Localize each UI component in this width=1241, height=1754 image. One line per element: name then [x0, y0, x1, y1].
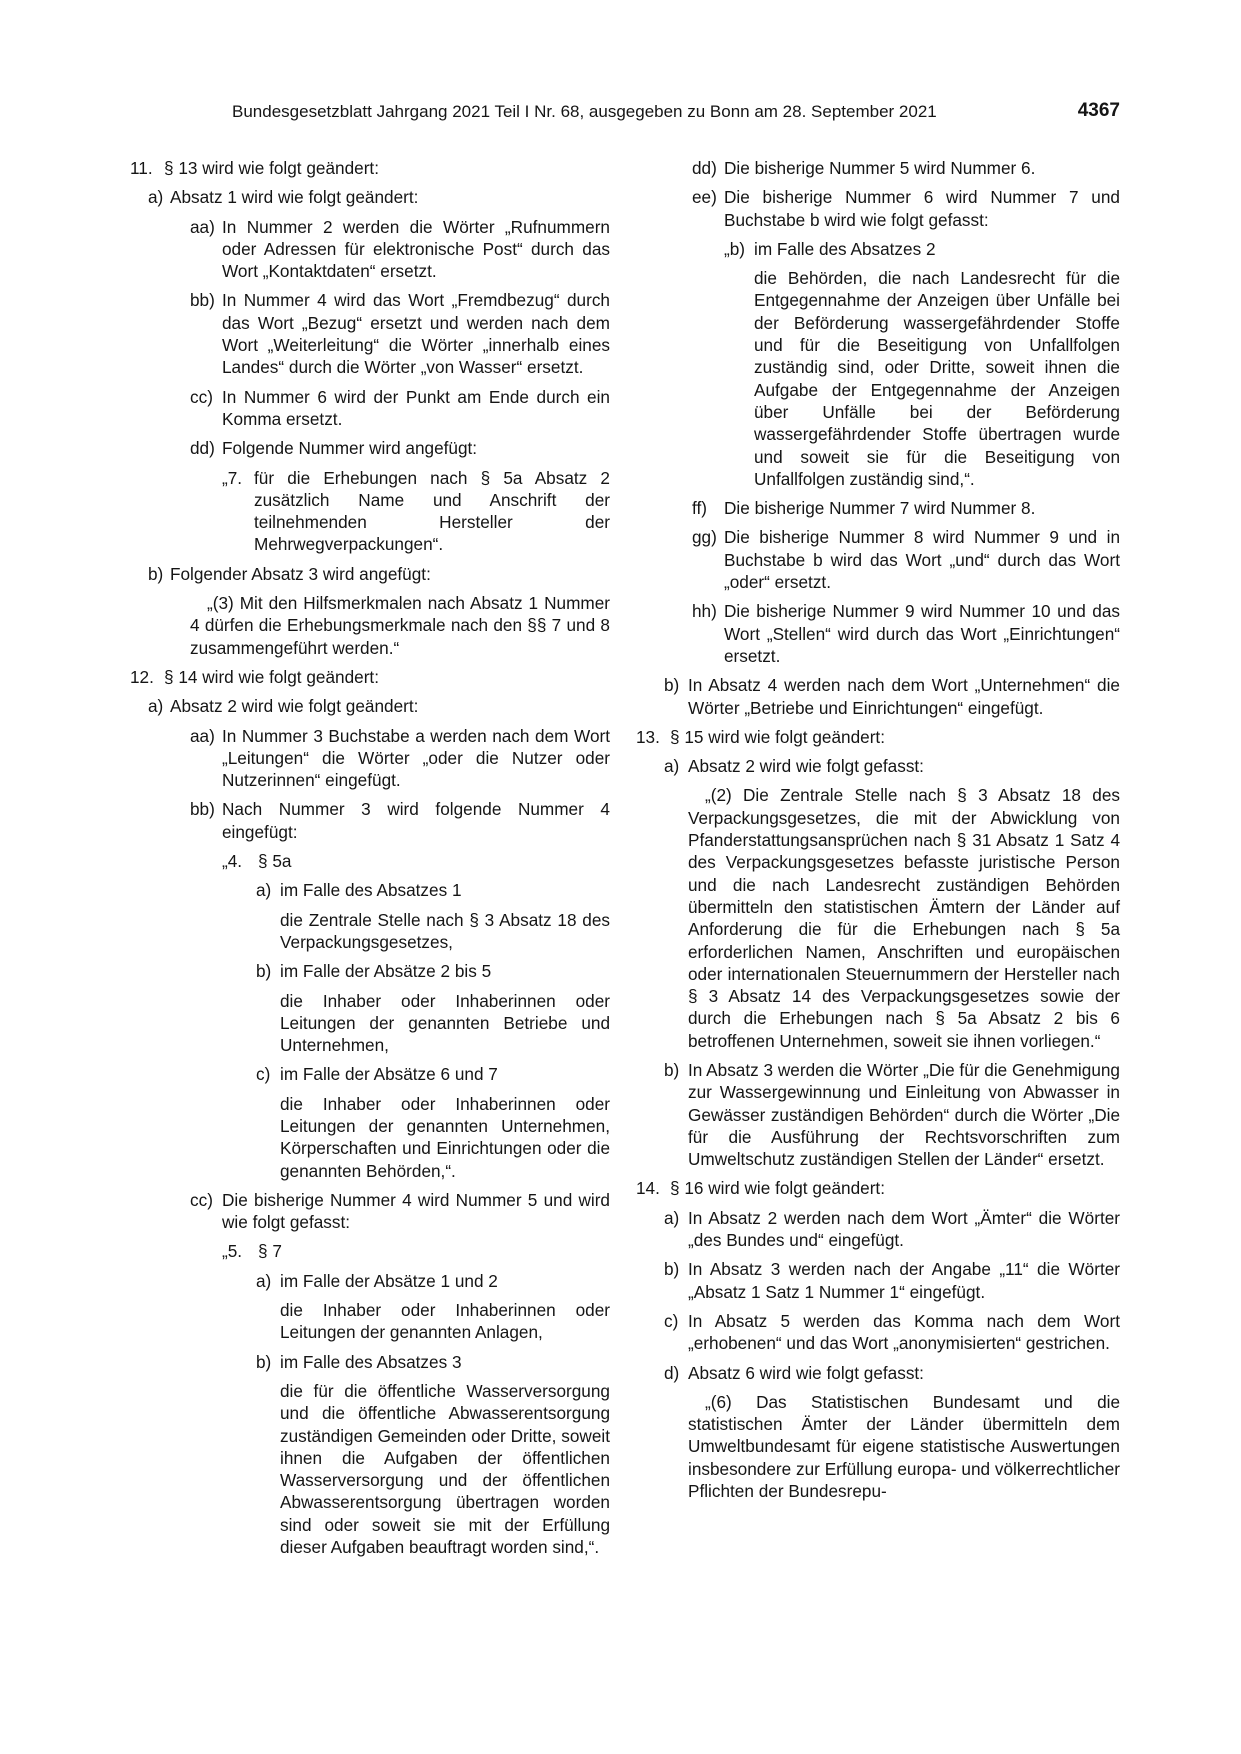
- list-item: [636, 497, 1120, 519]
- quoted-paragraph: die Inhaber oder Inhaberinnen oder Leitungen der genannten Anlagen,: [280, 1300, 610, 1343]
- item-text: Absatz 2 wird wie folgt gefasst:: [688, 756, 924, 777]
- item-number: a): [256, 880, 272, 901]
- item-number: bb): [190, 799, 215, 820]
- list-item: [636, 600, 1120, 667]
- item-text: In Absatz 4 werden nach dem Wort „Unternehmen“ die Wörter „Betriebe und Einrichtungen“ eingefügt.: [688, 675, 1120, 718]
- list-item: [636, 157, 1120, 179]
- quoted-heading: [130, 1240, 610, 1262]
- item-number: a): [664, 1207, 680, 1228]
- item-text: Absatz 1 wird wie folgt geändert:: [170, 187, 419, 208]
- item-text: In Absatz 5 werden das Komma nach dem Wort „erhobenen“ und das Wort „anonymisierten“ gestrichen.: [688, 1310, 1120, 1354]
- item-number: dd): [692, 158, 717, 178]
- list-item: [130, 216, 610, 283]
- item-text: Folgende Nummer wird angefügt:: [222, 438, 478, 459]
- item-text: Die bisherige Nummer 9 wird Nummer 10 und das Wort „Stellen“ wird durch das Wort „Einrichtungen“ ersetzt.: [724, 601, 1120, 666]
- item-number: a): [664, 756, 680, 777]
- item-number: 11.: [130, 158, 153, 178]
- item-text: § 13 wird wie folgt geändert:: [164, 158, 379, 178]
- item-text: im Falle des Absatzes 2: [754, 238, 936, 259]
- list-item: [130, 695, 610, 717]
- item-number: b): [148, 563, 164, 584]
- list-item: [130, 1189, 610, 1234]
- item-text: In Nummer 3 Buchstabe a werden nach dem Wort „Leitungen“ die Wörter „oder die Nutzer oder Nutzerinnen“ eingefügt.: [222, 725, 610, 791]
- quoted-subitem: [130, 960, 610, 982]
- item-text: Die bisherige Nummer 8 wird Nummer 9 und in Buchstabe b wird das Wort „und“ durch das Wort „oder“ ersetzt.: [724, 527, 1120, 593]
- item-text: im Falle des Absatzes 1: [280, 880, 462, 901]
- list-item: [130, 563, 610, 585]
- item-number: b): [664, 675, 680, 696]
- item-text: im Falle des Absatzes 3: [280, 1351, 462, 1372]
- item-text: In Absatz 3 werden nach der Angabe „11“ die Wörter „Absatz 1 Satz 1 Nummer 1“ eingefügt.: [688, 1259, 1120, 1302]
- quoted-subitem: [130, 1351, 610, 1373]
- header-title: Bundesgesetzblatt Jahrgang 2021 Teil I Nr. 68, ausgegeben zu Bonn am 28. September 2021: [232, 102, 937, 121]
- quoted-paragraph: die Inhaber oder Inhaberinnen oder Leitungen der genannten Unternehmen, Körperschaften und Einrichtungen oder die genannten Behörden,“.: [280, 1093, 610, 1181]
- item-text: § 5a: [258, 851, 292, 872]
- item-number: 13.: [636, 726, 660, 747]
- item-text: In Nummer 4 wird das Wort „Fremdbezug“ durch das Wort „Bezug“ ersetzt und werden nach dem Wort „Weiterleitung“ die Wörter „innerhalb eines Landes“ durch die Wörter „von Wasser“ ersetzt.: [222, 290, 610, 378]
- item-text: Die bisherige Nummer 7 wird Nummer 8.: [724, 498, 1036, 519]
- list-item: [130, 386, 610, 431]
- quoted-paragraph: die für die öffentliche Wasserversorgung und die öffentliche Abwasserentsorgung zuständigen Gemeinden oder Dritte, soweit ihnen die Aufgaben der öffentlichen Wasserversorgung und der öffentlichen Abwasserentsorgung übertragen worden sind oder soweit sie mit der Erfüllung dieser Aufgaben beauftragt worden sind,“.: [280, 1380, 610, 1558]
- quoted-paragraph: „(3) Mit den Hilfsmerkmalen nach Absatz 1 Nummer 4 dürfen die Erhebungsmerkmale nach den §§ 7 und 8 zusammengeführt werden.“: [190, 593, 610, 658]
- list-item: [636, 755, 1120, 777]
- quoted-paragraph: „(2) Die Zentrale Stelle nach § 3 Absatz 18 des Verpackungsgesetzes, die mit der Abwicklung von Pfanderstattungsansprüchen nach § 31 Absatz 1 Satz 4 des Verpackungsgesetzes befasste juristische Person und die nach Landesrecht zuständigen Behörden übermitteln den statistischen Ämtern der Länder auf Anforderung die für die Erhebungen nach § 5a erforderlichen Namen, Anschriften und europäischen oder internationalen Steuernummern der Hersteller nach § 3 Absatz 14 des Verpackungsgesetzes sowie der durch die Erhebungen nach § 5a Absatz 2 bis 6 betroffenen Unternehmen, soweit sie ihnen vorliegen.“: [688, 785, 1120, 1051]
- item-number: 14.: [636, 1178, 660, 1199]
- item-text: § 7: [258, 1241, 282, 1262]
- item-number: cc): [190, 1189, 213, 1210]
- item-text: Absatz 2 wird wie folgt geändert:: [170, 696, 419, 717]
- item-number: „5.: [222, 1241, 243, 1262]
- item-text: im Falle der Absätze 6 und 7: [280, 1064, 498, 1085]
- item-text: Nach Nummer 3 wird folgende Nummer 4 eingefügt:: [222, 799, 610, 842]
- item-text: im Falle der Absätze 1 und 2: [280, 1270, 498, 1291]
- quoted-item: [130, 467, 610, 556]
- list-item: [636, 1258, 1120, 1303]
- item-text: Die bisherige Nummer 4 wird Nummer 5 und wird wie folgt gefasst:: [222, 1189, 610, 1233]
- item-number: cc): [190, 386, 213, 407]
- item-text: Folgender Absatz 3 wird angefügt:: [170, 563, 431, 584]
- item-number: b): [664, 1259, 680, 1280]
- item-number: aa): [190, 725, 215, 746]
- item-text: Absatz 6 wird wie folgt gefasst:: [688, 1362, 924, 1383]
- item-text: Die bisherige Nummer 6 wird Nummer 7 und Buchstabe b wird wie folgt gefasst:: [724, 187, 1120, 230]
- quoted-paragraph: die Zentrale Stelle nach § 3 Absatz 18 des Verpackungsgesetzes,: [280, 909, 610, 952]
- item-text: im Falle der Absätze 2 bis 5: [280, 961, 492, 982]
- item-number: „7.: [222, 467, 243, 488]
- quoted-subitem: [130, 1063, 610, 1085]
- list-item: [636, 1362, 1120, 1384]
- item-number: c): [256, 1064, 271, 1085]
- list-item: [130, 725, 610, 792]
- item-number: 12.: [130, 666, 154, 687]
- item-number: b): [256, 961, 272, 982]
- item-text: § 16 wird wie folgt geändert:: [670, 1178, 885, 1199]
- item-number: gg): [692, 527, 717, 548]
- item-number: bb): [190, 290, 215, 311]
- page-number: 4367: [1077, 100, 1120, 121]
- item-text: In Nummer 2 werden die Wörter „Rufnummern oder Adressen für elektronische Post“ durch das Wort „Kontaktdaten“ ersetzt.: [222, 216, 610, 282]
- item-text: In Nummer 6 wird der Punkt am Ende durch ein Komma ersetzt.: [222, 386, 610, 429]
- item-number: d): [664, 1362, 680, 1383]
- item-number: b): [256, 1351, 272, 1372]
- list-item: [636, 1059, 1120, 1170]
- quoted-subitem: [130, 1270, 610, 1292]
- list-item: [130, 437, 610, 459]
- item-text: In Absatz 3 werden die Wörter „Die für die Genehmigung zur Wassergewinnung und Einleitung von Abwasser in Gewässer zuständigen Behörden“ durch die Wörter „Die für die Ausführung der Rechtsvorschriften zum Umweltschutz zuständigen Stellen der Länder“ ersetzt.: [688, 1059, 1120, 1170]
- item-number: ff): [692, 498, 707, 519]
- list-item: [636, 1207, 1120, 1252]
- list-item: [130, 798, 610, 843]
- item-number: c): [664, 1310, 679, 1331]
- item-number: hh): [692, 601, 717, 622]
- list-item: [636, 726, 1120, 748]
- list-item: [636, 186, 1120, 231]
- item-number: a): [256, 1270, 272, 1291]
- list-item: [636, 1310, 1120, 1355]
- item-number: b): [664, 1059, 680, 1080]
- item-number: „4.: [222, 851, 243, 872]
- item-number: a): [148, 696, 164, 717]
- left-column: [130, 157, 610, 1565]
- quoted-paragraph: die Behörden, die nach Landesrecht für die Entgegennahme der Anzeigen über Unfälle bei der Beförderung wassergefährdender Stoffe und für die Beseitigung von Unfallfolgen zuständig sind, oder Dritte, soweit ihnen die Aufgabe der Entgegennahme der Anzeigen über Unfälle bei der Beförderung wassergefährdender Stoffe übertragen wurde und soweit sie für die Beseitigung von Unfallfolgen zuständig sind,“.: [754, 268, 1120, 489]
- quoted-paragraph: „(6) Das Statistischen Bundesamt und die statistischen Ämter der Länder übermitteln dem Umweltbundesamt für eigene statistische Auswertungen insbesondere zur Erfüllung europa- und völkerrechtlicher Pflichten der Bundesrepu-: [688, 1391, 1120, 1502]
- item-number: ee): [692, 187, 717, 208]
- list-item: [636, 674, 1120, 719]
- item-text: für die Erhebungen nach § 5a Absatz 2 zusätzlich Name und Anschrift der teilnehmenden Hersteller der Mehrwegverpackungen“.: [254, 467, 610, 555]
- item-text: § 14 wird wie folgt geändert:: [164, 666, 379, 687]
- list-item: [636, 1177, 1120, 1199]
- item-text: § 15 wird wie folgt geändert:: [670, 726, 885, 747]
- quoted-subitem: [130, 879, 610, 901]
- list-item: [130, 186, 610, 208]
- right-column: [636, 157, 1120, 1509]
- item-text: In Absatz 2 werden nach dem Wort „Ämter“ die Wörter „des Bundes und“ eingefügt.: [688, 1207, 1120, 1251]
- item-number: aa): [190, 216, 215, 237]
- item-number: dd): [190, 438, 215, 459]
- quoted-paragraph: die Inhaber oder Inhaberinnen oder Leitungen der genannten Betriebe und Unternehmen,: [280, 990, 610, 1056]
- item-number: „b): [724, 238, 746, 259]
- quoted-heading: [636, 238, 1120, 260]
- list-item: [130, 289, 610, 378]
- item-number: a): [148, 187, 164, 208]
- quoted-heading: [130, 850, 610, 872]
- list-item: [636, 526, 1120, 593]
- list-item: [130, 666, 610, 688]
- list-item: [130, 157, 610, 179]
- item-text: Die bisherige Nummer 5 wird Nummer 6.: [724, 158, 1036, 178]
